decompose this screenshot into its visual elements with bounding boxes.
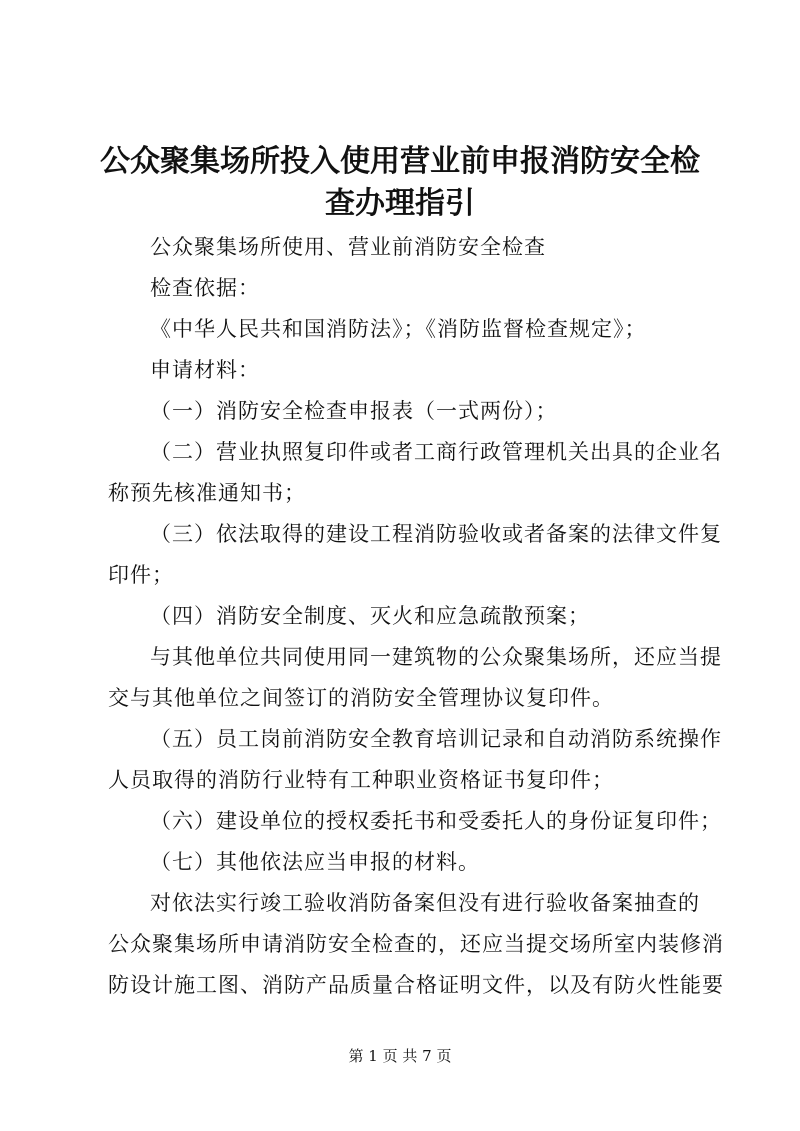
- paragraph-line-2: 公众聚集场所申请消防安全检查的，还应当提交场所室内装修消: [108, 932, 724, 956]
- document-title-line-1: 公众聚集场所投入使用营业前申报消防安全检: [100, 144, 700, 179]
- shared-building-note-line-1: 与其他单位共同使用同一建筑物的公众聚集场所，还应当提: [150, 645, 722, 669]
- section-heading: 公众聚集场所使用、营业前消防安全检查: [150, 235, 546, 259]
- paragraph-line-1: 对依法实行竣工验收消防备案但没有进行验收备案抽查的: [150, 891, 700, 915]
- basis-text: 《中华人民共和国消防法》；《消防监督检查规定》；: [150, 317, 647, 341]
- document-title-line-2: 查办理指引: [325, 186, 475, 221]
- shared-building-note-line-2: 交与其他单位之间签订的消防安全管理协议复印件。: [108, 686, 614, 710]
- material-item-5-line-2: 人员取得的消防行业特有工种职业资格证书复印件；: [108, 768, 614, 792]
- material-item-5-line-1: （五）员工岗前消防安全教育培训记录和自动消防系统操作: [150, 727, 722, 751]
- material-item-2-line-1: （二）营业执照复印件或者工商行政管理机关出具的企业名: [150, 440, 722, 464]
- material-item-2-line-2: 称预先核准通知书；: [108, 481, 306, 505]
- material-item-3-line-2: 印件；: [108, 563, 174, 587]
- materials-label: 申请材料：: [150, 358, 260, 382]
- material-item-1: （一）消防安全检查申报表（一式两份）；: [150, 399, 558, 423]
- paragraph-line-3: 防设计施工图、消防产品质量合格证明文件，以及有防火性能要: [108, 973, 724, 997]
- material-item-4: （四）消防安全制度、灭火和应急疏散预案；: [150, 604, 590, 628]
- material-item-6: （六）建设单位的授权委托书和受委托人的身份证复印件；: [150, 809, 722, 833]
- material-item-3-line-1: （三）依法取得的建设工程消防验收或者备案的法律文件复: [150, 522, 722, 546]
- basis-label: 检查依据：: [150, 276, 260, 300]
- page-number: 第 1 页 共 7 页: [348, 1047, 452, 1065]
- material-item-7: （七）其他依法应当申报的材料。: [150, 850, 480, 874]
